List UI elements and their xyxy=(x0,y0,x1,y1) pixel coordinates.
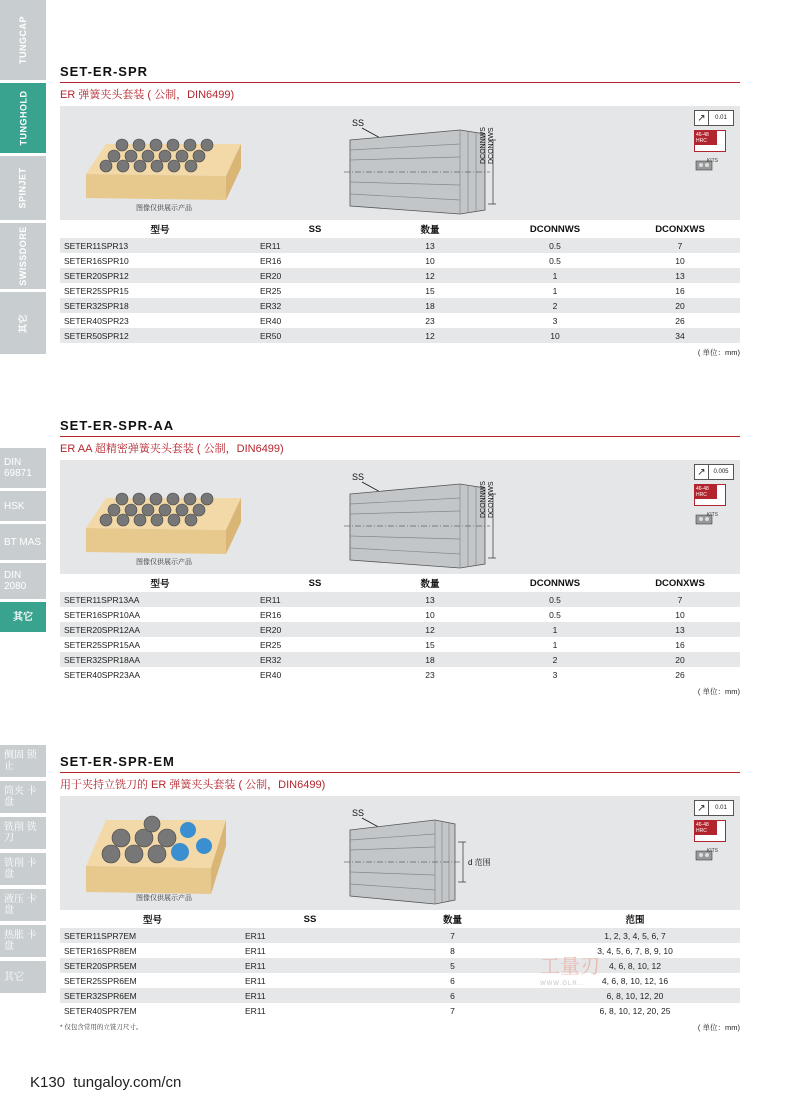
runout-tolerance-badge: ↗ 0.01 xyxy=(694,110,734,126)
unit-note: ( 单位：mm) xyxy=(697,1023,740,1032)
col-qty: 数量 xyxy=(420,579,440,590)
sidebar-tab-tunghold[interactable]: TUNGHOLD xyxy=(0,83,46,153)
photo-caption: 图像仅供展示产品 xyxy=(136,559,192,566)
sidebar-tab-btmas[interactable]: BT MAS xyxy=(0,524,46,560)
table-header xyxy=(60,220,740,238)
section-rule xyxy=(60,772,740,773)
section-title: SET-ER-SPR-AA xyxy=(60,418,175,433)
runout-tolerance-badge: ↗ 0.01 xyxy=(694,800,734,816)
table-row: SETER20SPR12 ER20 12 1 13 xyxy=(60,268,740,283)
section-title: SET-ER-SPR xyxy=(60,64,149,79)
photo-caption: 图像仅供展示产品 xyxy=(136,205,192,212)
kit-icon: KITS xyxy=(694,848,718,868)
sidebar-tab-din2080[interactable]: DIN 2080 xyxy=(0,563,46,599)
drawing-dim2-label: DCONXWS xyxy=(488,481,495,518)
sidebar-tab-other-top[interactable]: 其它 xyxy=(0,292,46,354)
table-row: SETER25SPR15AA ER25 15 1 16 xyxy=(64,639,685,650)
sidebar-tab-collet-chuck[interactable]: 筒夹 卡盘 xyxy=(0,781,46,813)
sidebar-tab-tungcap[interactable]: TUNGCAP xyxy=(0,0,46,80)
product-photo xyxy=(76,804,246,904)
spec-table xyxy=(60,574,740,682)
sidebar-tab-hsk[interactable]: HSK xyxy=(0,491,46,521)
drawing-ss-label: SS xyxy=(352,118,365,128)
runout-arrow-icon: ↗ xyxy=(695,801,709,815)
product-panel xyxy=(60,796,740,910)
product-photo xyxy=(76,114,246,214)
sidebar-tab-shrink-chuck[interactable]: 热胀 卡盘 xyxy=(0,925,46,957)
product-panel xyxy=(60,106,740,220)
col-dconnws: DCONNWS xyxy=(529,577,581,589)
drawing-ss-label: SS xyxy=(352,808,365,818)
hardness-badge: 46-48 HRC xyxy=(694,130,726,152)
spec-table xyxy=(60,910,740,1018)
product-photo xyxy=(76,468,246,568)
col-model: 型号 xyxy=(150,225,170,236)
col-dconnws: DCONNWS xyxy=(529,223,581,235)
spec-icons xyxy=(694,800,734,868)
collet-drawing xyxy=(340,800,500,908)
section-set-er-spr-aa xyxy=(60,418,740,697)
col-ss: SS xyxy=(308,577,322,589)
kit-icon: KITS xyxy=(694,512,718,532)
table-row: SETER11SPR7EM ER11 7 1, 2, 3, 4, 5, 6, 7 xyxy=(60,928,740,943)
hardness-badge: 46-48 HRC xyxy=(694,820,726,842)
sidebar-tab-side-lock[interactable]: 侧固 锁止 xyxy=(0,745,46,777)
runout-arrow-icon: ↗ xyxy=(695,465,709,479)
table-row: SETER20SPR5EM ER11 5 4, 6, 8, 10, 12 xyxy=(60,958,740,973)
photo-caption: 图像仅供展示产品 xyxy=(136,895,192,902)
spec-table xyxy=(60,220,740,343)
section-title: SET-ER-SPR-EM xyxy=(60,754,175,769)
table-row: SETER16SPR10AA ER16 10 0.5 10 xyxy=(64,609,685,620)
section-set-er-spr-em xyxy=(60,754,740,1033)
table-row: SETER11SPR13AA ER11 13 0.5 7 xyxy=(60,592,740,607)
drawing-ss-label: SS xyxy=(352,472,365,482)
table-row: SETER16SPR8EM ER11 8 3, 4, 5, 6, 7, 8, 9, 10 xyxy=(64,945,673,956)
col-range: 范围 xyxy=(625,915,645,926)
spec-icons xyxy=(694,464,734,532)
section-subtitle: ER AA 超精密弹簧夹头套装 ( 公制，DIN6499) xyxy=(60,443,284,455)
table-row: SETER25SPR6EM ER11 6 4, 6, 8, 10, 12, 16 xyxy=(64,975,669,986)
table-row: SETER32SPR18 ER32 18 2 20 xyxy=(60,298,740,313)
table-row: SETER11SPR13 ER11 13 0.5 7 xyxy=(60,238,740,253)
page-number: K130 xyxy=(30,1074,66,1091)
table-row: SETER20SPR12AA ER20 12 1 13 xyxy=(60,622,740,637)
table-row: SETER40SPR7EM ER11 7 6, 8, 10, 12, 20, 25 xyxy=(64,1005,671,1016)
runout-tolerance-badge: ↗ 0.005 xyxy=(694,464,734,480)
section-rule xyxy=(60,436,740,437)
collet-drawing xyxy=(340,110,500,218)
site-link[interactable]: tungaloy.com/cn xyxy=(73,1074,182,1091)
kit-icon: KITS xyxy=(694,158,718,178)
col-model: 型号 xyxy=(150,579,170,590)
col-model: 型号 xyxy=(142,915,162,926)
sidebar-tab-other-mid[interactable]: 其它 xyxy=(0,602,46,632)
table-header xyxy=(60,574,740,592)
col-qty: 数量 xyxy=(442,915,462,926)
sidebar-tab-hydraulic-chuck[interactable]: 液压 卡盘 xyxy=(0,889,46,921)
section-subtitle: 用于夹持立铣刀的 ER 弹簧夹头套装 ( 公制，DIN6499) xyxy=(60,779,326,791)
col-ss: SS xyxy=(303,913,317,925)
unit-note: ( 单位：mm) xyxy=(697,348,740,357)
runout-arrow-icon: ↗ xyxy=(695,111,709,125)
footnote: * 仅包含常用的立铣刀尺寸。 xyxy=(60,1024,143,1031)
table-row: SETER16SPR10 ER16 10 0.5 10 xyxy=(64,255,685,266)
section-rule xyxy=(60,82,740,83)
sidebar-tab-din69871[interactable]: DIN 69871 xyxy=(0,448,46,488)
sidebar-tab-milling-chuck[interactable]: 铣削 卡盘 xyxy=(0,853,46,885)
drawing-dim1-label: DCONNWS xyxy=(480,127,487,164)
col-dconxws: DCONXWS xyxy=(655,577,705,589)
table-row: SETER32SPR18AA ER32 18 2 20 xyxy=(60,652,740,667)
collet-drawing xyxy=(340,464,500,572)
drawing-dim2-label: DCONXWS xyxy=(488,127,495,164)
table-header xyxy=(60,910,740,928)
table-row: SETER40SPR23AA ER40 23 3 26 xyxy=(64,669,685,680)
spec-icons xyxy=(694,110,734,178)
table-row: SETER40SPR23 ER40 23 3 26 xyxy=(64,315,685,326)
hardness-badge: 46-48 HRC xyxy=(694,484,726,506)
drawing-dim1-label: DCONNWS xyxy=(480,481,487,518)
sidebar-tab-other-bottom[interactable]: 其它 xyxy=(0,961,46,993)
table-row: SETER25SPR15 ER25 15 1 16 xyxy=(64,285,685,296)
table-row: SETER50SPR12 ER50 12 10 34 xyxy=(60,328,740,343)
watermark: 工量刃 WWW.GLR... xyxy=(540,956,600,987)
table-row: SETER32SPR6EM ER11 6 6, 8, 10, 12, 20 xyxy=(60,988,740,1003)
sidebar-tab-milling-cutter[interactable]: 铣削 铣刀 xyxy=(0,817,46,849)
col-dconxws: DCONXWS xyxy=(655,223,705,235)
page-footer xyxy=(30,1074,181,1091)
col-ss: SS xyxy=(308,223,322,235)
product-panel xyxy=(60,460,740,574)
sidebar-tab-swissdore[interactable]: SWISSDORE xyxy=(0,223,46,289)
section-set-er-spr xyxy=(60,64,740,358)
section-subtitle: ER 弹簧夹头套装 ( 公制，DIN6499) xyxy=(60,89,235,101)
unit-note: ( 单位：mm) xyxy=(697,687,740,696)
drawing-dim1-label: d 范围 xyxy=(468,858,491,867)
col-qty: 数量 xyxy=(420,225,440,236)
sidebar-tab-spinjet[interactable]: SPINJET xyxy=(0,156,46,220)
